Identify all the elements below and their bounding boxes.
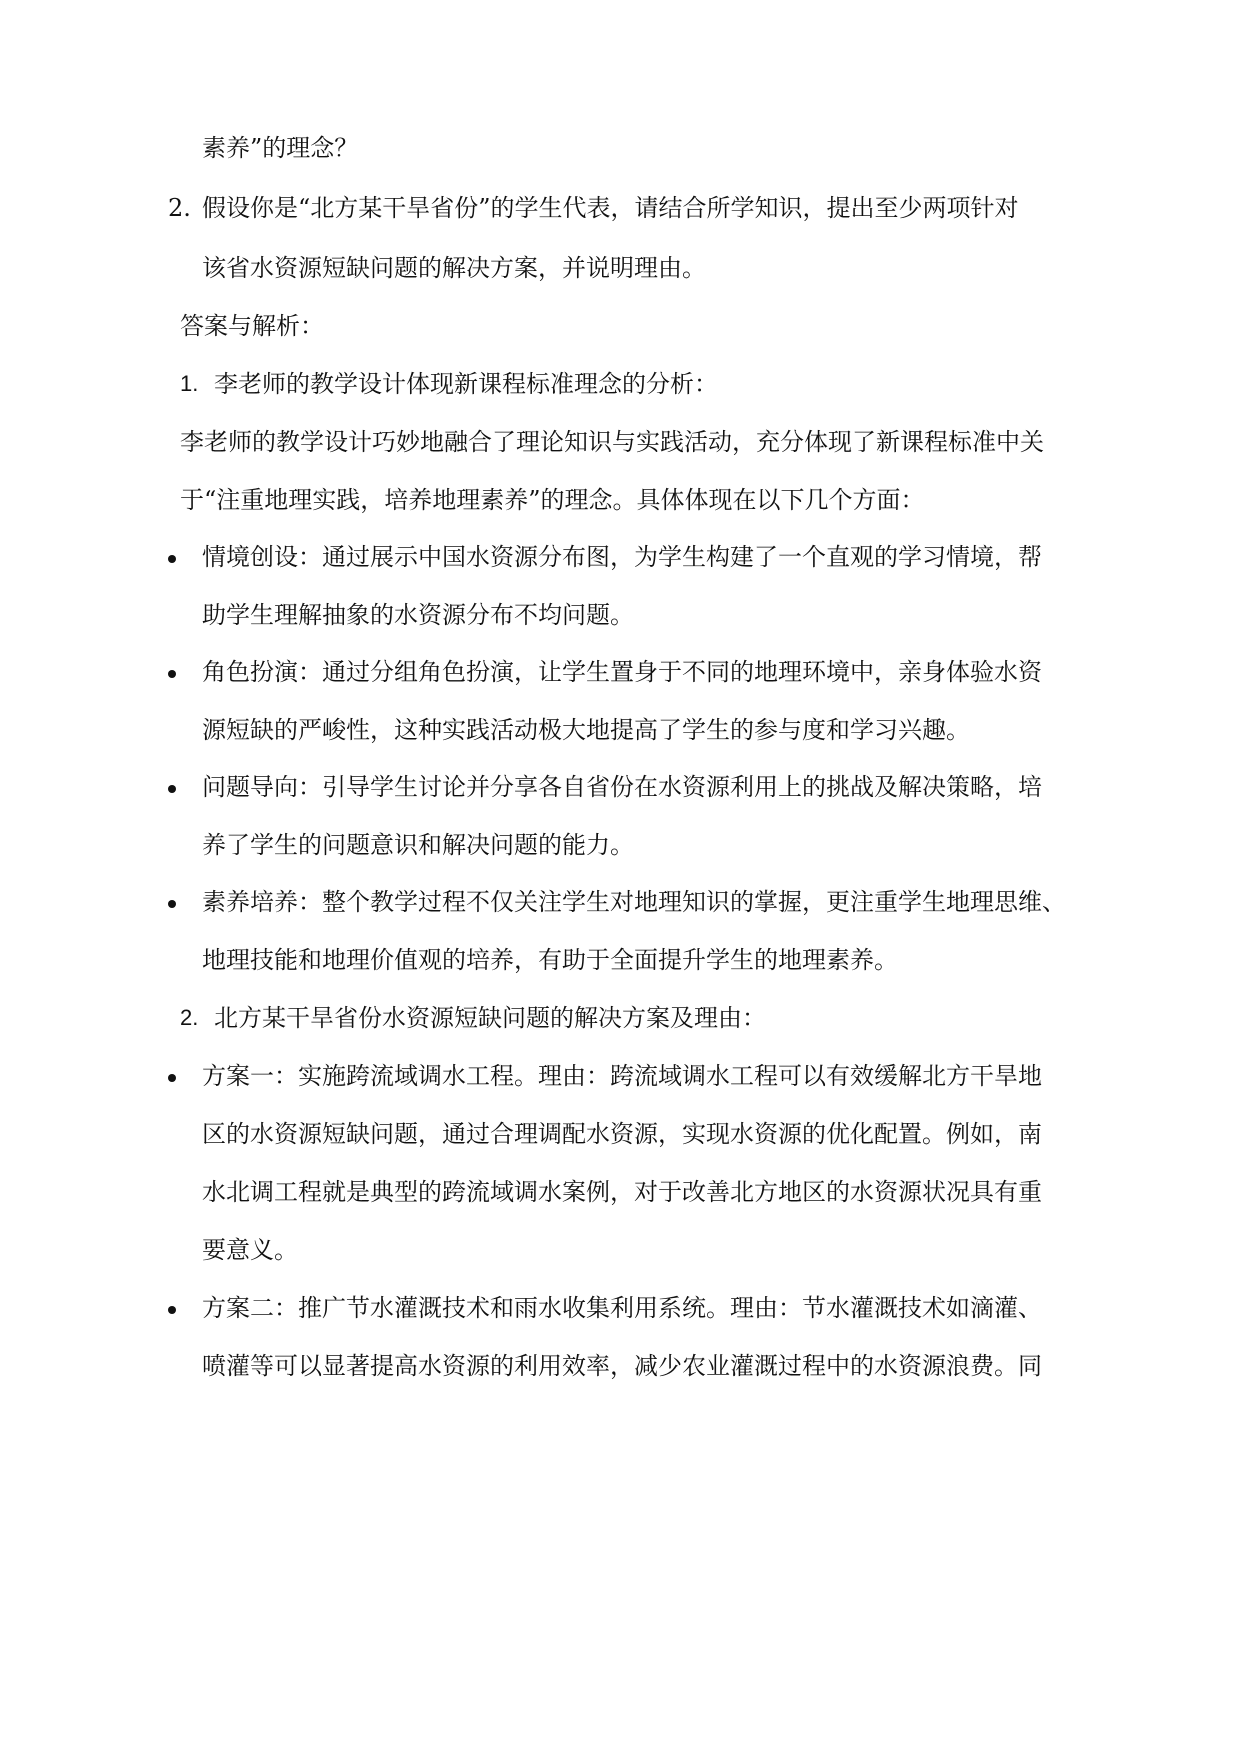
text-line: 假设你是“北方某干旱省份”的学生代表，请结合所学知识，提出至少两项针对 <box>202 194 1019 222</box>
answer-number: 1. <box>180 371 199 396</box>
answer-title: 李老师的教学设计体现新课程标准理念的分析： <box>214 370 718 398</box>
bullet-icon <box>168 900 176 908</box>
bullet-icon <box>168 1074 176 1082</box>
list-item: 源短缺的严峻性，这种实践活动极大地提高了学生的参与度和学习兴趣。 <box>202 716 970 744</box>
answer-number: 2. <box>180 1005 199 1030</box>
list-item: 水北调工程就是典型的跨流域调水案例，对于改善北方地区的水资源状况具有重 <box>202 1178 1042 1206</box>
bullet-icon <box>168 555 176 563</box>
answer-title: 北方某干旱省份水资源短缺问题的解决方案及理由： <box>214 1004 766 1032</box>
list-item: 情境创设：通过展示中国水资源分布图，为学生构建了一个直观的学习情境，帮 <box>202 543 1042 571</box>
list-item: 问题导向：引导学生讨论并分享各自省份在水资源利用上的挑战及解决策略，培 <box>202 773 1042 801</box>
list-item: 素养培养：整个教学过程不仅关注学生对地理知识的掌握，更注重学生地理思维、 <box>202 888 1066 916</box>
section-heading: 答案与解析： <box>180 312 324 340</box>
list-item: 角色扮演：通过分组角色扮演，让学生置身于不同的地理环境中，亲身体验水资 <box>202 658 1042 686</box>
bullet-icon <box>168 670 176 678</box>
list-item: 喷灌等可以显著提高水资源的利用效率，减少农业灌溉过程中的水资源浪费。同 <box>202 1352 1042 1380</box>
list-item: 方案一：实施跨流域调水工程。理由：跨流域调水工程可以有效缓解北方干旱地 <box>202 1062 1042 1090</box>
list-item: 方案二：推广节水灌溉技术和雨水收集利用系统。理由：节水灌溉技术如滴灌、 <box>202 1294 1042 1322</box>
list-item: 要意义。 <box>202 1236 298 1264</box>
list-item: 区的水资源短缺问题，通过合理调配水资源，实现水资源的优化配置。例如，南 <box>202 1120 1042 1148</box>
bullet-icon <box>168 785 176 793</box>
question-number: 2. <box>168 194 191 222</box>
text-line: 素养”的理念？ <box>202 134 359 162</box>
text-line: 李老师的教学设计巧妙地融合了理论知识与实践活动，充分体现了新课程标准中关 <box>180 428 1044 456</box>
bullet-icon <box>168 1306 176 1314</box>
list-item: 助学生理解抽象的水资源分布不均问题。 <box>202 601 634 629</box>
list-item: 养了学生的问题意识和解决问题的能力。 <box>202 831 634 859</box>
text-line: 该省水资源短缺问题的解决方案，并说明理由。 <box>202 254 706 282</box>
text-line: 于“注重地理实践，培养地理素养”的理念。具体体现在以下几个方面： <box>180 486 925 514</box>
list-item: 地理技能和地理价值观的培养，有助于全面提升学生的地理素养。 <box>202 946 898 974</box>
